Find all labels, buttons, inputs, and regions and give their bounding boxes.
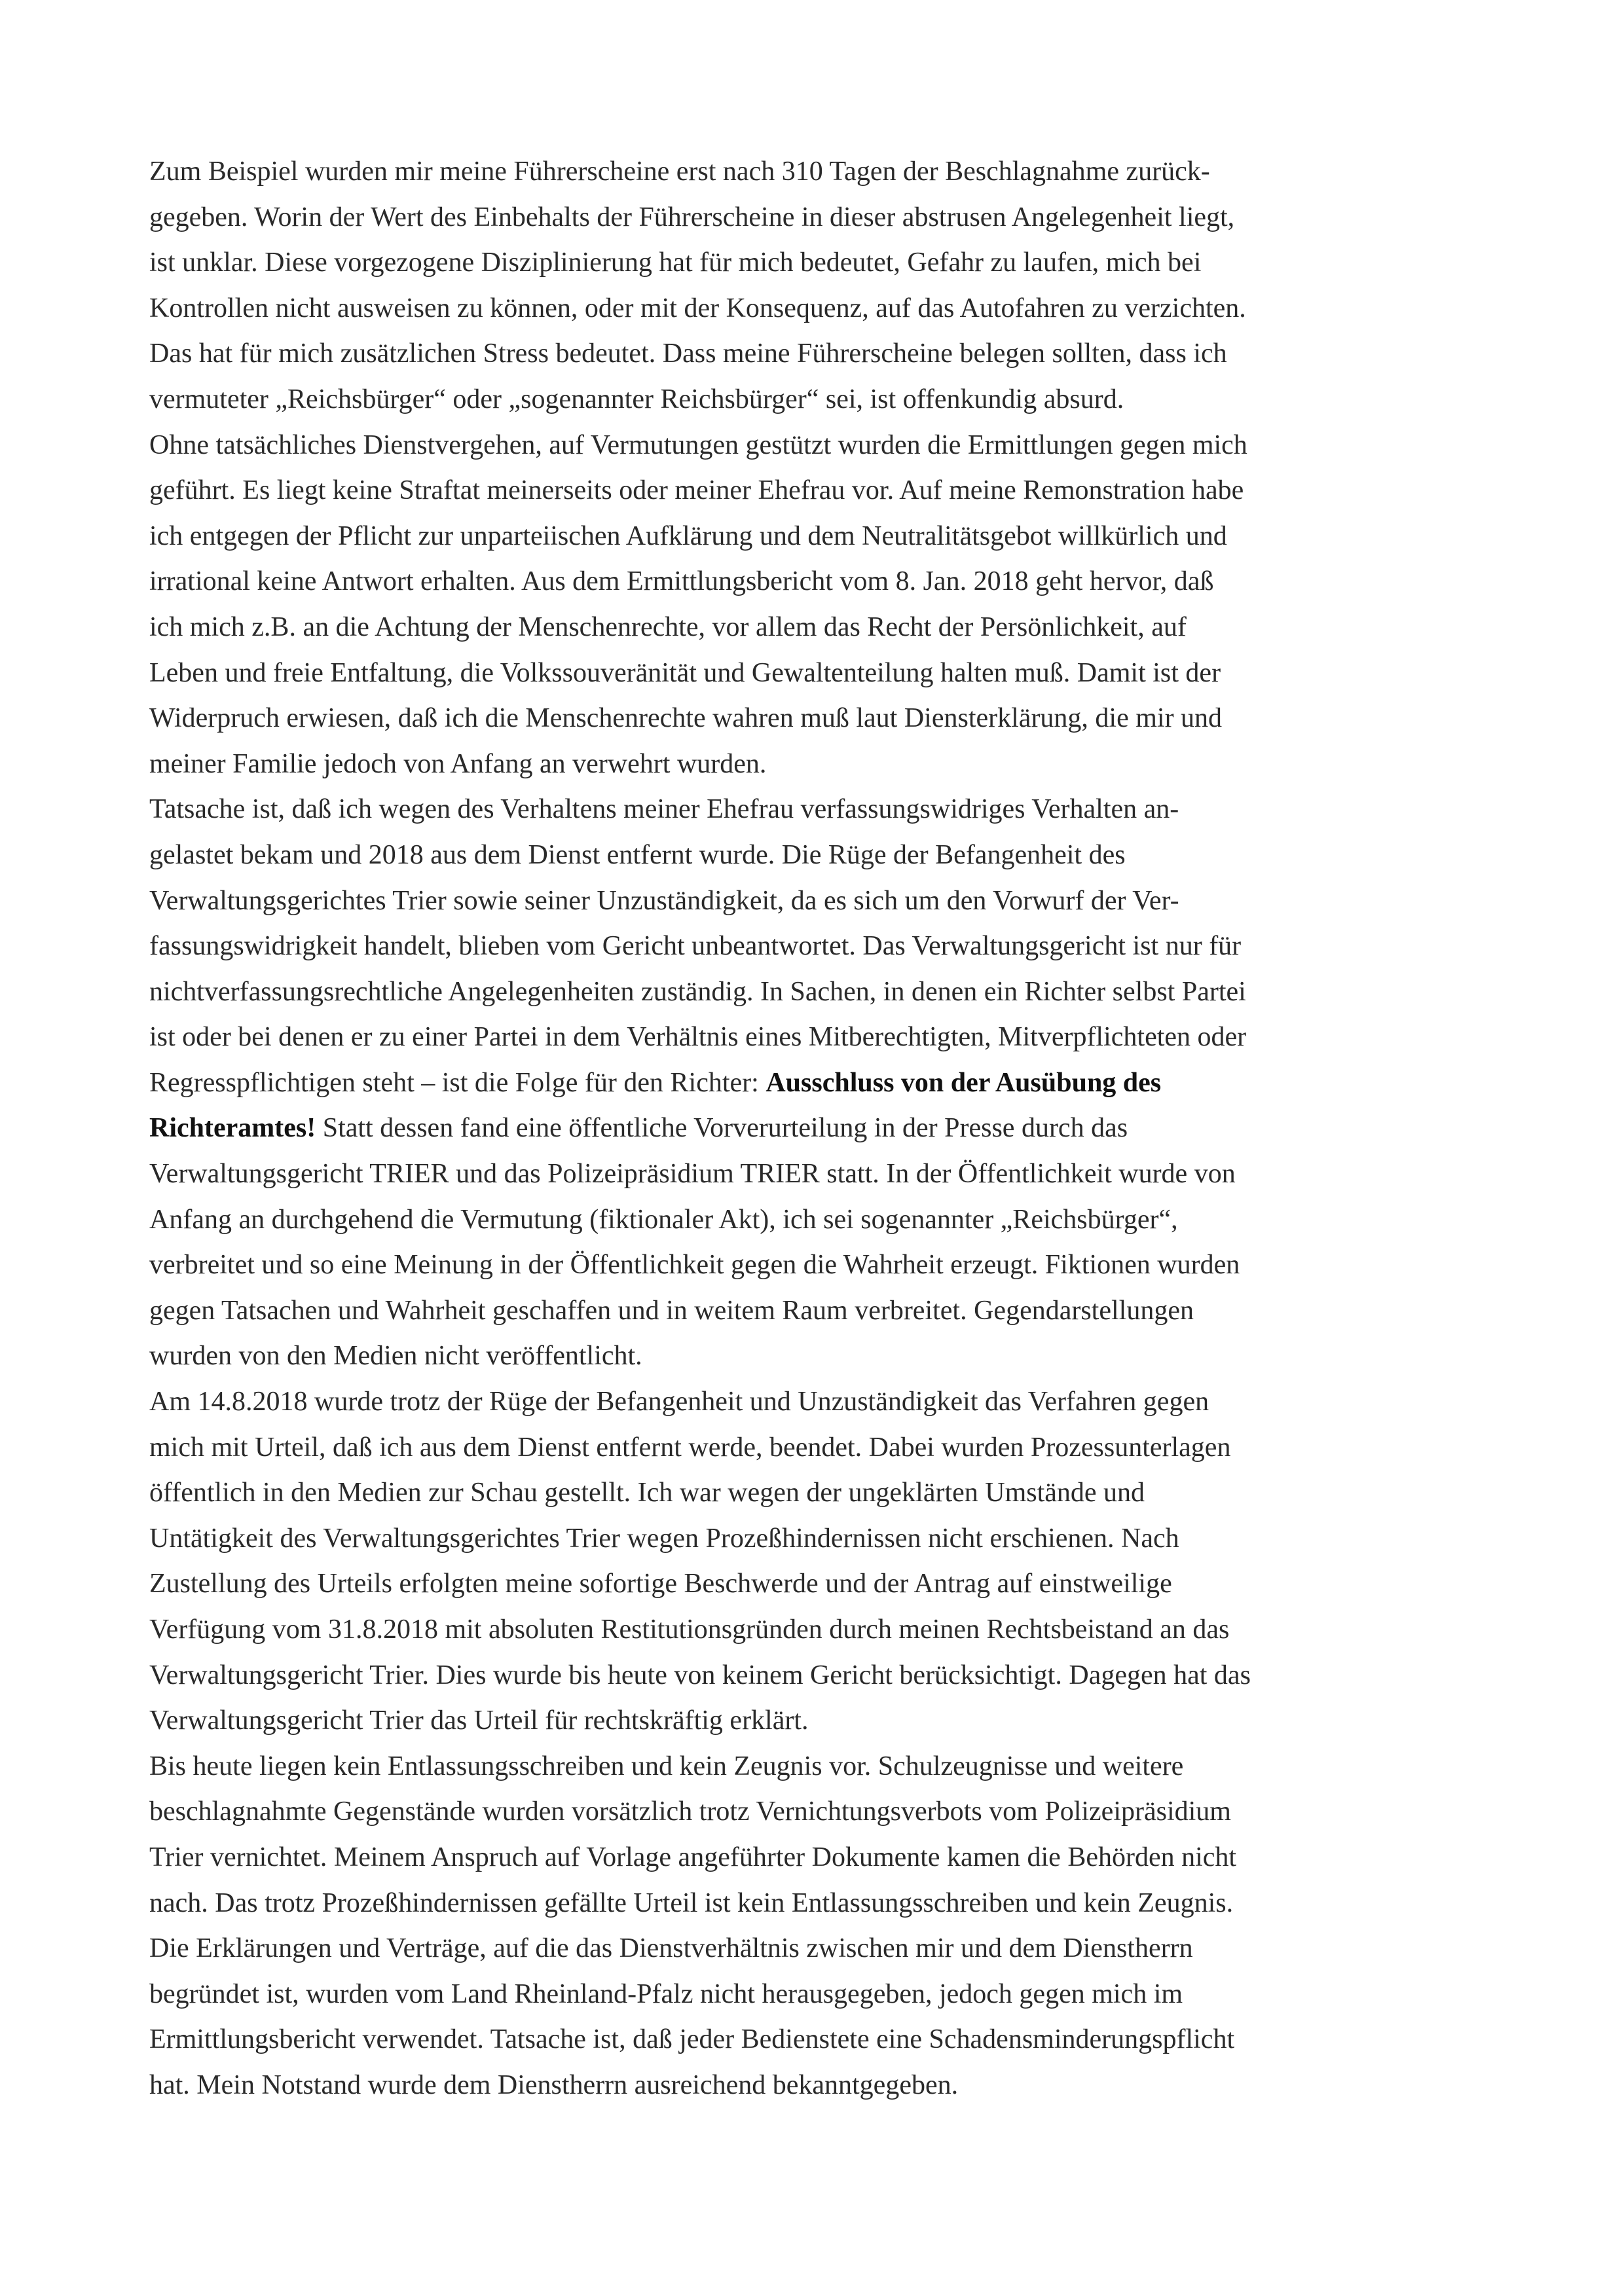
text-line: wurden von den Medien nicht veröffentlicht.	[149, 1341, 642, 1372]
text-line: Anfang an durchgehend die Vermutung (fiktionaler Akt), ich sei sogenannter „Reichsbürger“,	[149, 1204, 1178, 1235]
bold-text: Richteramtes!	[149, 1113, 316, 1144]
text-line: ich entgegen der Pflicht zur unparteiischen Aufklärung und dem Neutralitätsgebot willkürlich und	[149, 520, 1227, 551]
text-line: Verfügung vom 31.8.2018 mit absoluten Restitutionsgründen durch meinen Rechtsbeistand an das	[149, 1614, 1230, 1645]
text-line: meiner Familie jedoch von Anfang an verwehrt wurden.	[149, 748, 767, 779]
text-line: verbreitet und so eine Meinung in der Öffentlichkeit gegen die Wahrheit erzeugt. Fiktionen wurden	[149, 1250, 1240, 1281]
text-line: Bis heute liegen kein Entlassungsschreiben und kein Zeugnis vor. Schulzeugnisse und weitere	[149, 1751, 1184, 1781]
text-line: geführt. Es liegt keine Straftat meinerseits oder meiner Ehefrau vor. Auf meine Remonstration habe	[149, 475, 1244, 506]
text-segment: Statt dessen fand eine öffentliche Vorverurteilung in der Presse durch das	[316, 1113, 1128, 1144]
text-line: Widerpruch erwiesen, daß ich die Menschenrechte wahren muß laut Diensterklärung, die mir und	[149, 703, 1223, 734]
text-line: Leben und freie Entfaltung, die Volkssouveränität und Gewaltenteilung halten muß. Damit ist der	[149, 657, 1221, 688]
text-line: Verwaltungsgericht Trier. Dies wurde bis heute von keinem Gericht berücksichtigt. Dagegen hat das	[149, 1660, 1251, 1690]
text-line: nichtverfassungsrechtliche Angelegenheiten zuständig. In Sachen, in denen ein Richter selbst Partei	[149, 976, 1246, 1007]
text-line: Zum Beispiel wurden mir meine Führerscheine erst nach 310 Tagen der Beschlagnahme zurück-	[149, 156, 1210, 187]
text-line: hat. Mein Notstand wurde dem Dienstherrn ausreichend bekanntgegeben.	[149, 2069, 959, 2100]
text-line: Verwaltungsgericht TRIER und das Polizeipräsidium TRIER statt. In der Öffentlichkeit wurde von	[149, 1159, 1236, 1190]
text-line: Untätigkeit des Verwaltungsgerichtes Trier wegen Prozeßhindernissen nicht erschienen. Nach	[149, 1523, 1179, 1554]
text-line: irrational keine Antwort erhalten. Aus dem Ermittlungsbericht vom 8. Jan. 2018 geht hervor, daß	[149, 566, 1214, 597]
text-line: fassungswidrigkeit handelt, blieben vom Gericht unbeantwortet. Das Verwaltungsgericht ist nur für	[149, 931, 1242, 962]
text-line: mich mit Urteil, daß ich aus dem Dienst entfernt werde, beendet. Dabei wurden Prozessunterlagen	[149, 1432, 1231, 1463]
text-line: beschlagnahmte Gegenstände wurden vorsätzlich trotz Vernichtungsverbots vom Polizeipräsidium	[149, 1796, 1231, 1827]
text-line-mixed	[149, 1061, 1511, 1106]
text-line: vermuteter „Reichsbürger“ oder „sogenannter Reichsbürger“ sei, ist offenkundig absurd.	[149, 384, 1124, 414]
text-segment: Regresspflichtigen steht – ist die Folge für den Richter:	[149, 1067, 766, 1098]
text-line: Verwaltungsgericht Trier das Urteil für rechtskräftig erklärt.	[149, 1705, 809, 1736]
text-line: ich mich z.B. an die Achtung der Menschenrechte, vor allem das Recht der Persönlichkeit, auf	[149, 611, 1187, 642]
text-line: Tatsache ist, daß ich wegen des Verhaltens meiner Ehefrau verfassungswidriges Verhalten an-	[149, 794, 1179, 825]
text-line: gegeben. Worin der Wert des Einbehalts der Führerscheine in dieser abstrusen Angelegenheit liegt,	[149, 202, 1235, 232]
text-line: Verwaltungsgerichtes Trier sowie seiner Unzuständigkeit, da es sich um den Vorwurf der Ver-	[149, 885, 1179, 916]
text-line: Das hat für mich zusätzlichen Stress bedeutet. Dass meine Führerscheine belegen sollten, dass ich	[149, 338, 1227, 369]
text-line-mixed	[149, 1106, 1511, 1152]
body-text	[149, 149, 1511, 2109]
text-line: nach. Das trotz Prozeßhindernissen gefällte Urteil ist kein Entlassungsschreiben und kein Zeugnis.	[149, 1887, 1234, 1918]
text-line: Trier vernichtet. Meinem Anspruch auf Vorlage angeführter Dokumente kamen die Behörden nicht	[149, 1842, 1237, 1872]
text-line: gegen Tatsachen und Wahrheit geschaffen und in weitem Raum verbreitet. Gegendarstellungen	[149, 1295, 1194, 1326]
text-line: Zustellung des Urteils erfolgten meine sofortige Beschwerde und der Antrag auf einstweilige	[149, 1569, 1172, 1599]
text-line: öffentlich in den Medien zur Schau gestellt. Ich war wegen der ungeklärten Umstände und	[149, 1478, 1145, 1508]
text-line: Ermittlungsbericht verwendet. Tatsache ist, daß jeder Bedienstete eine Schadensminderungspflicht	[149, 2024, 1235, 2055]
text-line: Am 14.8.2018 wurde trotz der Rüge der Befangenheit und Unzuständigkeit das Verfahren gegen	[149, 1387, 1209, 1417]
text-line: ist unklar. Diese vorgezogene Disziplinierung hat für mich bedeutet, Gefahr zu laufen, mich bei	[149, 247, 1202, 278]
text-line: gelastet bekam und 2018 aus dem Dienst entfernt wurde. Die Rüge der Befangenheit des	[149, 839, 1126, 870]
text-line: Ohne tatsächliches Dienstvergehen, auf Vermutungen gestützt wurden die Ermittlungen gegen mich	[149, 429, 1247, 460]
text-line: ist oder bei denen er zu einer Partei in dem Verhältnis eines Mitberechtigten, Mitverpflichteten oder	[149, 1022, 1247, 1053]
text-line: Kontrollen nicht ausweisen zu können, oder mit der Konsequenz, auf das Autofahren zu verzichten.	[149, 293, 1246, 323]
bold-text: Ausschluss von der Ausübung des	[766, 1067, 1162, 1098]
text-line: Die Erklärungen und Verträge, auf die das Dienstverhältnis zwischen mir und dem Dienstherrn	[149, 1933, 1193, 1964]
text-line: begründet ist, wurden vom Land Rheinland-Pfalz nicht herausgegeben, jedoch gegen mich im	[149, 1978, 1183, 2009]
